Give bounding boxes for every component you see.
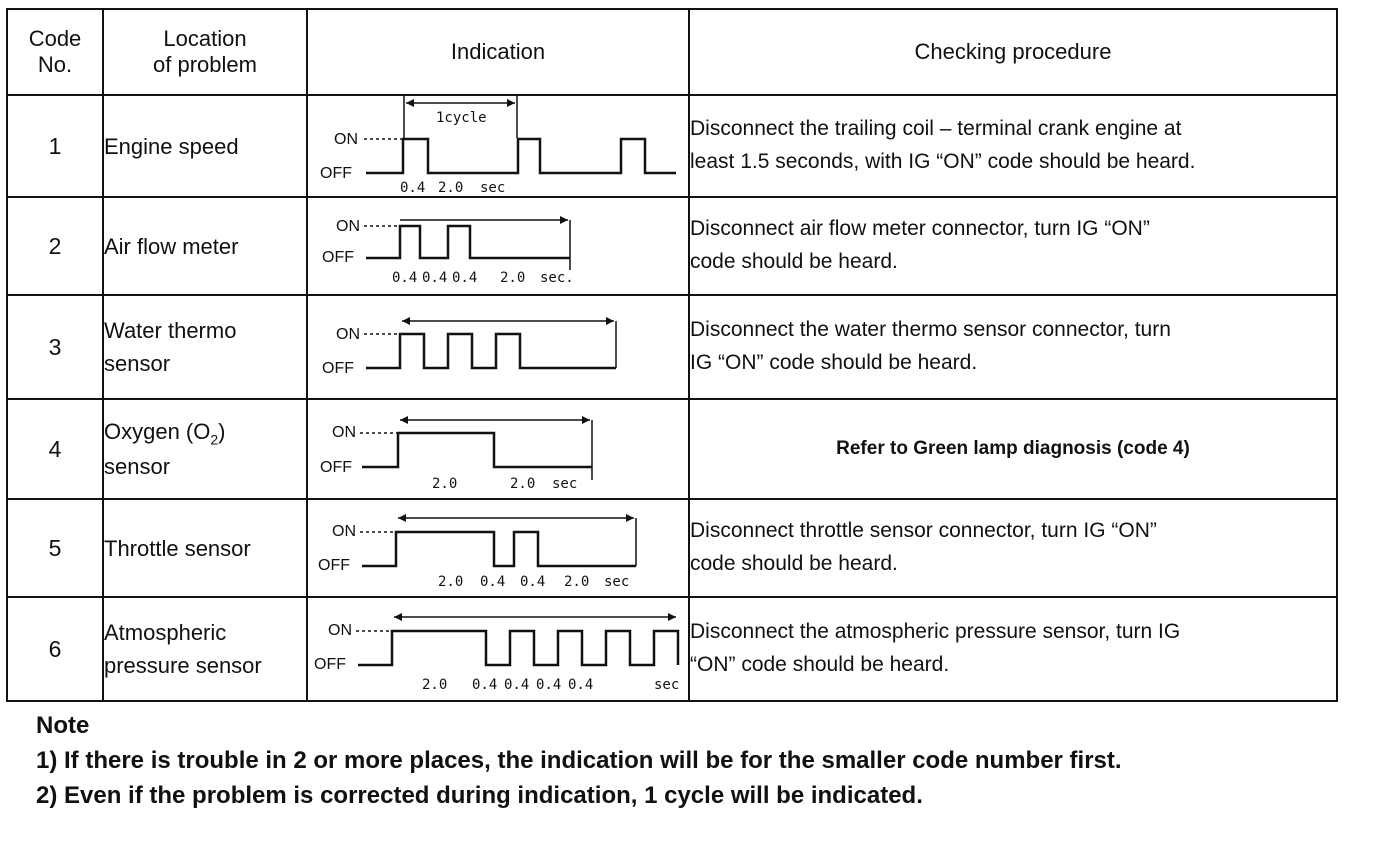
on-label: ON (332, 523, 356, 540)
table-row (7, 399, 1337, 499)
table-row (7, 95, 1337, 197)
code-number: 4 (7, 399, 103, 499)
pulse-train (358, 631, 678, 665)
on-label: ON (336, 326, 360, 343)
waveform-code-5 (308, 500, 688, 596)
off-label: OFF (318, 557, 350, 574)
off-label: OFF (322, 360, 354, 377)
code-number: 2 (7, 197, 103, 295)
indication-waveform (307, 95, 689, 197)
header-row (7, 9, 1337, 95)
problem-location: Oxygen $(O_2)$ sensor (103, 399, 307, 499)
code-number: 6 (7, 597, 103, 701)
checking-procedure: Disconnect the atmospheric pressure sensor, turn IG “ON” code should be heard. (689, 597, 1337, 701)
duration-label: 2.0 (564, 574, 590, 590)
notes-title: Note (36, 712, 90, 739)
checking-procedure: Disconnect throttle sensor connector, turn IG “ON” code should be heard. (689, 499, 1337, 597)
duration-label: 0.4 (536, 677, 562, 693)
checking-procedure: Disconnect the trailing coil – terminal crank engine at least 1.5 seconds, with IG “ON” code should be heard. (689, 95, 1337, 197)
waveform-code-3 (308, 297, 688, 397)
off-label: OFF (314, 656, 346, 673)
problem-location: Water thermo sensor (103, 295, 307, 399)
header-location: Location of problem (103, 9, 307, 95)
problem-location: Atmospheric pressure sensor (103, 597, 307, 701)
code-number: 5 (7, 499, 103, 597)
code-number: 3 (7, 295, 103, 399)
on-label: ON (334, 131, 358, 148)
table-row (7, 295, 1337, 399)
waveform-code-4 (308, 400, 688, 498)
header-indication: Indication (307, 9, 689, 95)
checking-procedure: Refer to Green lamp diagnosis (code 4) (689, 399, 1337, 499)
pulse-train (362, 433, 592, 467)
duration-label: 0.4 (422, 270, 448, 286)
duration-label: 0.4 (452, 270, 478, 286)
table-row (7, 197, 1337, 295)
pulse-train (362, 532, 636, 566)
diagnostic-code-table (6, 8, 1338, 702)
indication-waveform (307, 499, 689, 597)
duration-label: 0.4 (504, 677, 530, 693)
problem-location: Throttle sensor (103, 499, 307, 597)
duration-label: 2.0 (438, 180, 464, 196)
off-label: OFF (320, 459, 352, 476)
note-item: 2) Even if the problem is corrected during indication, 1 cycle will be indicated. (36, 782, 923, 809)
table-row (7, 597, 1337, 701)
duration-label: 0.4 (568, 677, 594, 693)
duration-label: 2.0 (438, 574, 464, 590)
cycle-label: 1cycle (436, 110, 487, 126)
unit-label: sec (654, 677, 680, 693)
unit-label: sec (480, 180, 506, 196)
code-number: 1 (7, 95, 103, 197)
off-label: OFF (322, 249, 354, 266)
notes-section (36, 708, 1122, 813)
waveform-code-6 (308, 599, 688, 699)
indication-waveform (307, 399, 689, 499)
unit-label: sec (552, 476, 578, 492)
duration-label: 0.4 (400, 180, 426, 196)
waveform-code-2 (308, 198, 688, 294)
problem-location: Air flow meter (103, 197, 307, 295)
pulse-train (366, 334, 616, 368)
note-item: 1) If there is trouble in 2 or more places, the indication will be for the smaller code number first. (36, 747, 1122, 774)
unit-label: sec. (540, 270, 574, 286)
duration-label: 2.0 (432, 476, 458, 492)
unit-label: sec (604, 574, 630, 590)
duration-label: 2.0 (422, 677, 448, 693)
indication-waveform (307, 597, 689, 701)
duration-label: 0.4 (520, 574, 546, 590)
indication-waveform (307, 295, 689, 399)
table-row (7, 499, 1337, 597)
waveform-code-1 (308, 96, 688, 196)
header-procedure: Checking procedure (689, 9, 1337, 95)
on-label: ON (328, 622, 352, 639)
checking-procedure: Disconnect the water thermo sensor connector, turn IG “ON” code should be heard. (689, 295, 1337, 399)
checking-procedure: Disconnect air flow meter connector, turn IG “ON” code should be heard. (689, 197, 1337, 295)
indication-waveform (307, 197, 689, 295)
on-label: ON (332, 424, 356, 441)
pulse-train (366, 226, 570, 258)
duration-label: 2.0 (510, 476, 536, 492)
problem-location: Engine speed (103, 95, 307, 197)
off-label: OFF (320, 165, 352, 182)
duration-label: 0.4 (472, 677, 498, 693)
duration-label: 2.0 (500, 270, 526, 286)
duration-label: 0.4 (480, 574, 506, 590)
pulse-train (366, 139, 676, 173)
header-code: Code No. (7, 9, 103, 95)
on-label: ON (336, 218, 360, 235)
duration-label: 0.4 (392, 270, 418, 286)
